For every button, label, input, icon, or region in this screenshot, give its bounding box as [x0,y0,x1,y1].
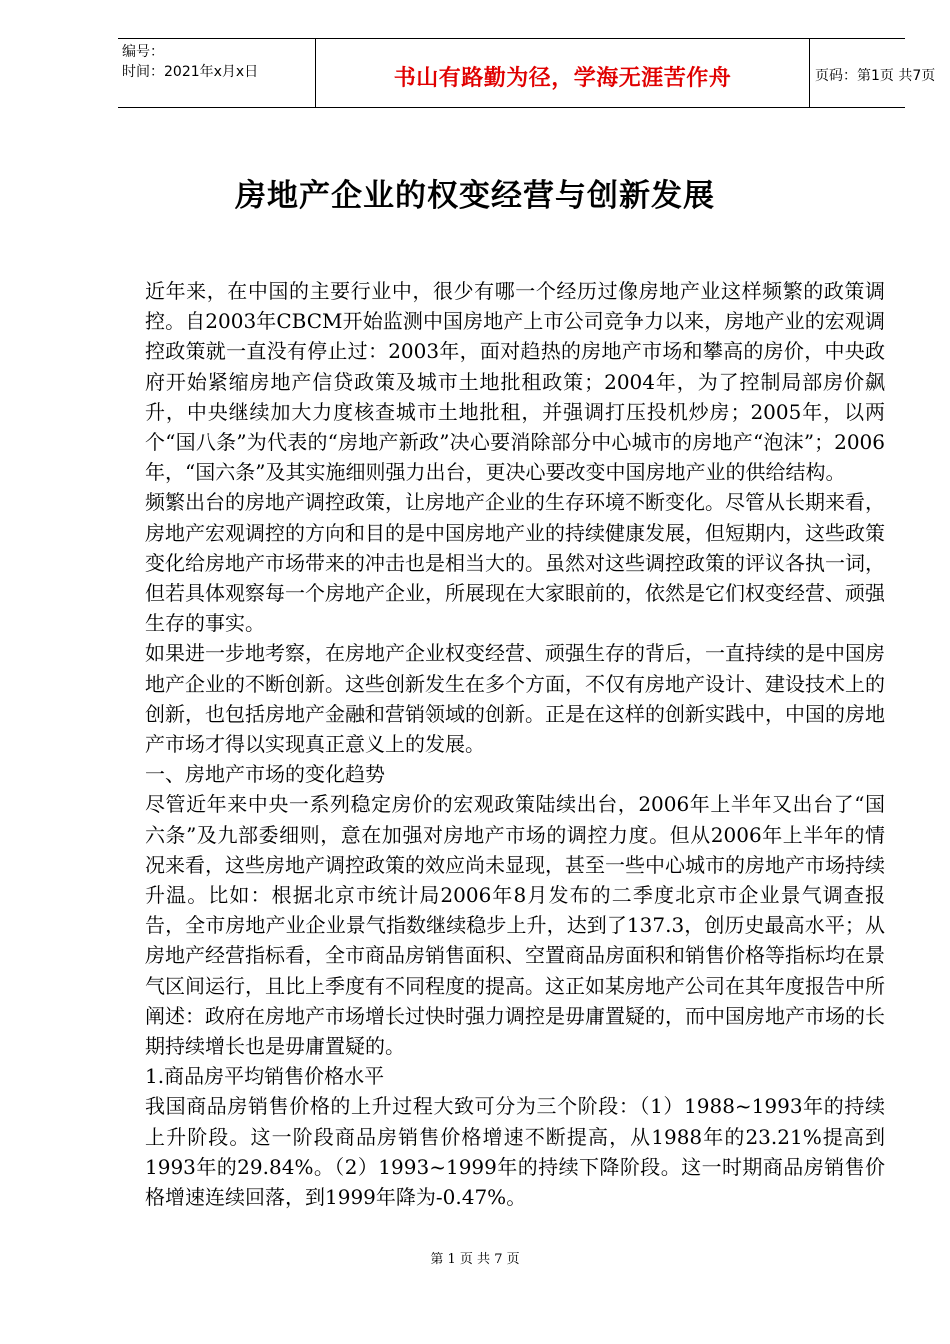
section-heading: 一、房地产市场的变化趋势 [145,762,385,787]
document-date-label: 时间：2021年x月x日 [122,64,259,80]
subsection-heading: 1.商品房平均销售价格水平 [145,1064,385,1089]
paragraph: 近年来，在中国的主要行业中，很少有哪一个经历过像房地产业这样频繁的政策调控。自2003年CBCM开始监测中国房地产上市公司竞争力以来，房地产业的宏观调控政策就一直没有停止过：2003年，面对趋热的房地产市场和攀高的房价，中央政府开始紧缩房地产信贷政策及城市土地批租政策；2004年，为了控制局部房价飙升，中央继续加大力度核查城市土地批租，并强调打压投机炒房；2005年，以两个“国八条”为代表的“房地产新政”决心要消除部分中心城市的房地产“泡沫”；2006年，“国六条”及其实施细则强力出台，更决心要改变中国房地产业的供给结构。 [145,279,885,485]
document-title: 房地产企业的权变经营与创新发展 [235,178,715,214]
document-body [145,276,885,1212]
header-left-cell [118,39,314,107]
paragraph: 我国商品房销售价格的上升过程大致可分为三个阶段：（1）1988~1993年的持续上升阶段。这一阶段商品房销售价格增速不断提高，从1988年的23.21%提高到1993年的29.84%。（2）1993~1999年的持续下降阶段。这一时期商品房销售价格增速连续回落，到1999年降为-0.47%。 [145,1094,885,1210]
header-right-cell [809,39,936,107]
header-page-info: 页码：第1页 共7页 [815,68,936,84]
paragraph: 尽管近年来中央一系列稳定房价的宏观政策陆续出台，2006年上半年又出台了“国六条”及九部委细则，意在加强对房地产市场的调控力度。但从2006年上半年的情况来看，这些房地产调控政策的效应尚未显现，甚至一些中心城市的房地产市场持续升温。比如：根据北京市统计局2006年8月发布的二季度北京市企业景气调查报告，全市房地产业企业景气指数继续稳步上升，达到了137.3，创历史最高水平；从房地产经营指标看，全市商品房销售面积、空置商品房面积和销售价格等指标均在景气区间运行，且比上季度有不同程度的提高。这正如某房地产公司在其年度报告中所阐述：政府在房地产市场增长过快时强力调控是毋庸置疑的，而中国房地产市场的长期持续增长也是毋庸置疑的。 [145,792,885,1059]
page-footer: 第 1 页 共 7 页 [430,1252,520,1267]
document-number-label: 编号： [122,44,164,60]
paragraph: 如果进一步地考察，在房地产企业权变经营、顽强生存的背后，一直持续的是中国房地产企业的不断创新。这些创新发生在多个方面，不仅有房地产设计、建设技术上的创新，也包括房地产金融和营销领域的创新。正是在这样的创新实践中，中国的房地产市场才得以实现真正意义上的发展。 [145,641,885,757]
paragraph: 频繁出台的房地产调控政策，让房地产企业的生存环境不断变化。尽管从长期来看，房地产宏观调控的方向和目的是中国房地产业的持续健康发展，但短期内，这些政策变化给房地产市场带来的冲击也是相当大的。虽然对这些调控政策的评议各执一词，但若具体观察每一个房地产企业，所展现在大家眼前的，依然是它们权变经营、顽强生存的事实。 [145,490,885,636]
page-header [118,38,936,108]
header-motto: 书山有路勤为径，学海无涯苦作舟 [393,65,732,91]
header-motto-cell [315,39,810,107]
